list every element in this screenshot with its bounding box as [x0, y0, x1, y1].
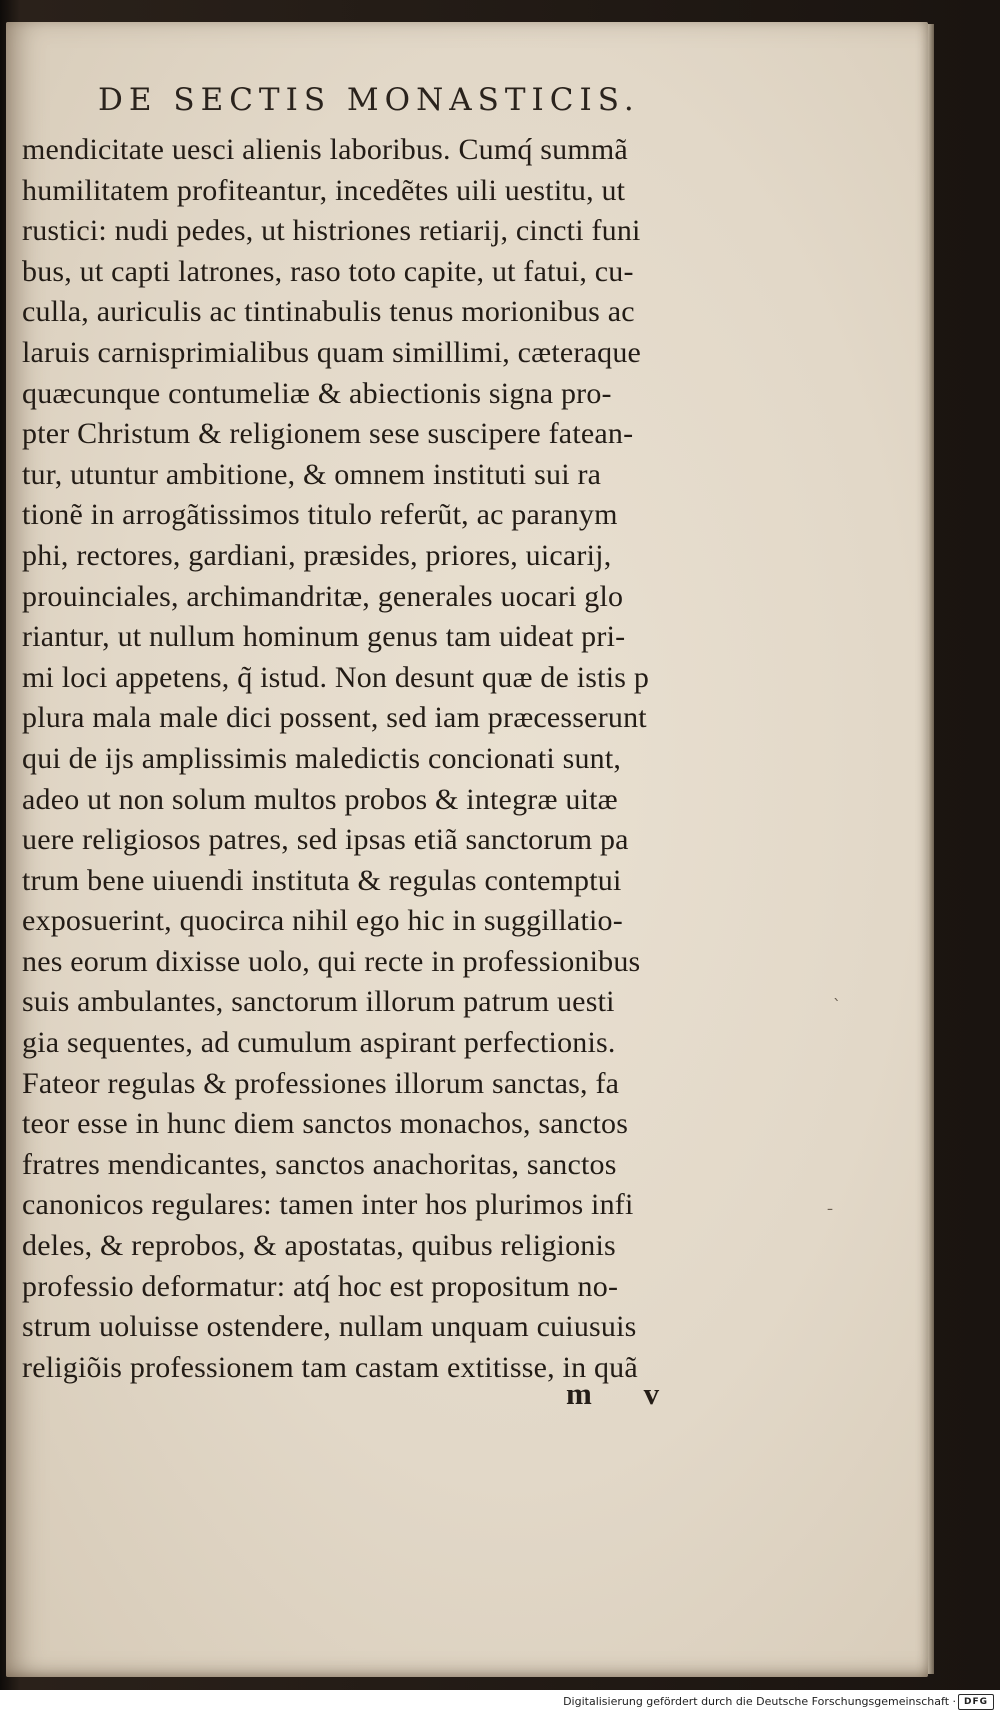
margin-speck: ˎ — [833, 982, 841, 1001]
text-line: gia sequentes, ad cumulum aspirant perfectionis. — [22, 1026, 616, 1060]
text-line: teor esse in hunc diem sanctos monachos, sanctos — [22, 1107, 629, 1141]
page-edge — [928, 24, 934, 1674]
text-line: uere religiosos patres, sed ipsas etiã sanctorum pa — [22, 823, 629, 857]
text-line: bus, ut capti latrones, raso toto capite, ut fatui, cu- — [22, 254, 634, 288]
text-line: pter Christum & religionem sese suscipere fatean- — [22, 417, 634, 451]
text-line: canonicos regulares: tamen inter hos plurimos infi — [22, 1188, 634, 1222]
text-line: Fateor regulas & professiones illorum sanctas, fa — [22, 1066, 620, 1100]
text-line: religiõis professionem tam castam extitisse, in quã — [22, 1350, 638, 1384]
text-line: mendicitate uesci alienis laboribus. Cumq́ summã — [22, 133, 628, 166]
text-line: rustici: nudi pedes, ut histriones retiarij, cincti funi — [22, 214, 641, 248]
text-line: laruis carnisprimialibus quam simillimi, cæteraque — [22, 335, 642, 369]
text-line: quæcunque contumeliæ & abiectionis signa pro- — [22, 376, 612, 410]
text-line: deles, & reprobos, & apostatas, quibus religionis — [22, 1229, 616, 1263]
digitization-credit: Digitalisierung gefördert durch die Deutsche Forschungsgemeinschaft · — [563, 1695, 956, 1708]
text-line: nes eorum dixisse uolo, qui recte in professionibus — [22, 944, 641, 978]
text-line: qui de ijs amplissimis maledictis concionati sunt, — [22, 741, 622, 775]
text-line: mi loci appetens, q̃ istud. Non desunt quæ de istis p — [22, 660, 650, 694]
text-line: trum bene uiuendi instituta & regulas contemptui — [22, 863, 622, 897]
text-line: adeo ut non solum multos probos & integræ uitæ — [22, 782, 618, 816]
text-line: humilitatem profiteantur, incedẽtes uili uestitu, ut — [22, 173, 626, 207]
running-head: DE SECTIS MONASTICIS. — [98, 82, 640, 118]
text-line: prouinciales, archimandritæ, generales uocari glo — [22, 579, 624, 613]
margin-speck: ˉ — [826, 1206, 834, 1225]
signature-mark: m v — [566, 1376, 682, 1411]
dfg-logo: DFG — [958, 1694, 994, 1710]
text-line: professio deformatur: atq́ hoc est propositum no- — [22, 1269, 619, 1303]
text-line: phi, rectores, gardiani, præsides, priores, uicarij, — [22, 538, 612, 572]
text-line: riantur, ut nullum hominum genus tam uideat pri- — [22, 620, 626, 654]
text-line: exposuerint, quocirca nihil ego hic in suggillatio- — [22, 904, 623, 938]
text-line: strum uoluisse ostendere, nullam unquam cuiusuis — [22, 1310, 637, 1344]
text-line: plura mala male dici possent, sed iam præcesserunt — [22, 701, 647, 735]
text-line: tionẽ in arrogãtissimos titulo referũt, ac paranym — [22, 498, 618, 532]
body-text — [22, 130, 782, 1388]
text-line: tur, utuntur ambitione, & omnem instituti sui ra — [22, 457, 602, 491]
text-line: fratres mendicantes, sanctos anachoritas, sanctos — [22, 1147, 617, 1181]
text-line: suis ambulantes, sanctorum illorum patrum uesti — [22, 985, 615, 1019]
text-line: culla, auriculis ac tintinabulis tenus morionibus ac — [22, 295, 635, 329]
